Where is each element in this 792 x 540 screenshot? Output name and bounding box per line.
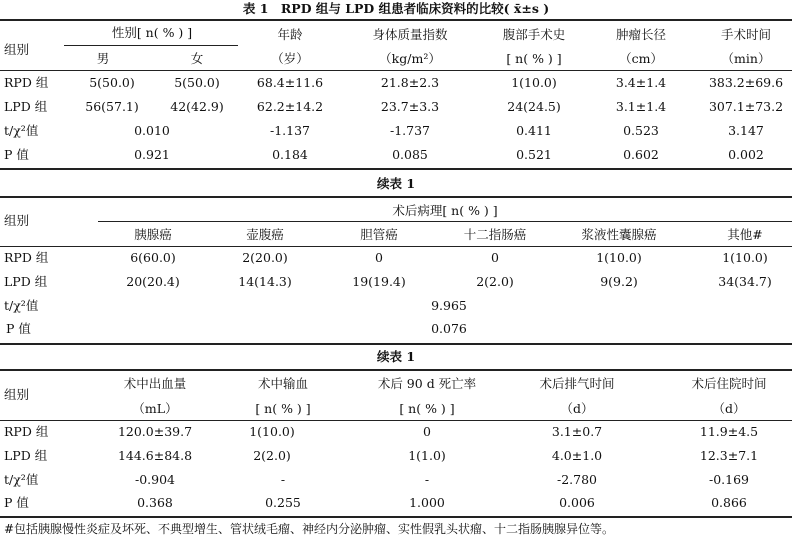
table2-row-label: LPD 组 <box>4 274 48 289</box>
table3-cell: 3.1±0.7 <box>551 424 603 439</box>
table3-cell: 2(2.0) <box>253 448 291 463</box>
table1-cell: 0.921 <box>134 147 170 162</box>
table3-cell: -0.169 <box>708 472 750 487</box>
table1-cell: 56(57.1) <box>85 99 139 114</box>
table1-col-tumor-size: 肿瘤长径 <box>615 27 667 42</box>
table1-gender-header: 性别[ n( % ) ] <box>111 25 193 40</box>
table3-stat-label: t/χ²值 <box>4 472 39 487</box>
table1-cell: 24(24.5) <box>507 99 561 114</box>
table1-cell: 62.2±14.2 <box>256 99 324 114</box>
table2-col-bile-duct-cancer: 胆管癌 <box>360 227 398 242</box>
table2-col-duodenal-cancer: 十二指肠癌 <box>463 227 527 242</box>
table1-cell: 383.2±69.6 <box>708 75 784 90</box>
table2-stat-label: P 值 <box>6 321 31 336</box>
table1-stat-label: P 值 <box>4 147 29 162</box>
table3-col-flatus-time-unit: （d） <box>560 401 594 416</box>
table1-col-bmi-unit: （kg/m²） <box>379 51 441 66</box>
table1-header-rule <box>0 70 792 71</box>
table3-col-blood-loss-unit: （mL） <box>132 401 178 416</box>
table1-cell: 0.411 <box>516 123 552 138</box>
table1-cell: 0.521 <box>516 147 552 162</box>
table3-top-rule <box>0 369 792 371</box>
table1-cell: 0.602 <box>623 147 659 162</box>
table2-row-label: RPD 组 <box>4 250 49 265</box>
table3-cell: 0.255 <box>265 495 301 510</box>
table1-cell: 0.523 <box>623 123 659 138</box>
table2-cell: 9.965 <box>431 298 467 313</box>
table1-cell: -1.737 <box>389 123 431 138</box>
table1-caption: 表 1 RPD 组与 LPD 组患者临床资料的比较( x̄±s ) <box>242 1 550 16</box>
table3-row-label: RPD 组 <box>4 424 49 439</box>
table1-col-age-unit: （岁） <box>271 51 309 66</box>
table3-cell: -2.780 <box>556 472 598 487</box>
table2-cell: 34(34.7) <box>718 274 772 289</box>
table1-col-surgery-history-unit: [ n( % ) ] <box>506 51 562 66</box>
table2-stat-label: t/χ²值 <box>4 298 39 313</box>
table2-cell: 2(2.0) <box>476 274 514 289</box>
table2-cell: 19(19.4) <box>352 274 406 289</box>
table2-cell: 20(20.4) <box>126 274 180 289</box>
table2-cell: 0 <box>375 250 383 265</box>
table1-col-bmi: 身体质量指数 <box>372 27 448 42</box>
table3-group-header: 组别 <box>4 387 30 402</box>
table3-col-mortality-unit: [ n( % ) ] <box>399 401 455 416</box>
table1-col-age: 年龄 <box>277 27 303 42</box>
table3-cell: 0.006 <box>559 495 595 510</box>
table1-cell: 307.1±73.2 <box>708 99 784 114</box>
table1-cell: 5(50.0) <box>89 75 135 90</box>
table3-cell: 144.6±84.8 <box>117 448 193 463</box>
table3-cell: 4.0±1.0 <box>551 448 603 463</box>
table3-cell: 11.9±4.5 <box>699 424 759 439</box>
table2-header-rule <box>0 246 792 247</box>
table1-cell: 21.8±2.3 <box>380 75 440 90</box>
table2-cell: 1(10.0) <box>596 250 642 265</box>
table2-pathology-header: 术后病理[ n( % ) ] <box>392 203 498 218</box>
table1-stat-label: t/χ²值 <box>4 123 39 138</box>
table1-col-operation-time-unit: （min） <box>721 51 771 66</box>
table2-cell: 14(14.3) <box>238 274 292 289</box>
table3-cell: 0 <box>423 424 431 439</box>
table3-col-flatus-time: 术后排气时间 <box>539 376 615 391</box>
table2-cell: 9(9.2) <box>600 274 638 289</box>
table2-cell: 0.076 <box>431 321 467 336</box>
table1-gender-rule <box>64 45 238 46</box>
table2-cell: 6(60.0) <box>130 250 176 265</box>
table1-cell: 0.184 <box>272 147 308 162</box>
table3-cell: -0.904 <box>134 472 176 487</box>
table3-col-hospital-stay: 术后住院时间 <box>691 376 767 391</box>
table2-cell: 1(10.0) <box>722 250 768 265</box>
table3-cell: - <box>424 472 430 487</box>
table-footnote: #包括胰腺慢性炎症及坏死、不典型增生、管状绒毛瘤、神经内分泌肿瘤、实性假乳头状瘤、十二指肠胰腺异位等。 <box>4 522 615 536</box>
table3-stat-label: P 值 <box>4 495 29 510</box>
table1-cell: 42(42.9) <box>170 99 224 114</box>
table3-col-mortality: 术后 90 d 死亡率 <box>377 376 477 391</box>
table1-top-rule <box>0 19 792 21</box>
table1-cell: 3.147 <box>728 123 764 138</box>
table1-cell: 1(10.0) <box>511 75 557 90</box>
table1-cell: 5(50.0) <box>174 75 220 90</box>
table1-bottom-rule <box>0 168 792 170</box>
table2-pathology-rule <box>98 221 792 222</box>
table1-cell: 0.085 <box>392 147 428 162</box>
table3-cell: 0.368 <box>137 495 173 510</box>
table3-header-rule <box>0 420 792 421</box>
table2-bottom-rule <box>0 343 792 345</box>
table1-row-label: LPD 组 <box>4 99 48 114</box>
table3-cell: 12.3±7.1 <box>699 448 759 463</box>
table3-col-transfusion: 术中输血 <box>257 376 309 391</box>
table3-row-label: LPD 组 <box>4 448 48 463</box>
table3-bottom-rule <box>0 516 792 518</box>
table1-cell: 68.4±11.6 <box>256 75 324 90</box>
table2-col-pancreatic-cancer: 胰腺癌 <box>134 227 172 242</box>
table1-cell: 0.002 <box>728 147 764 162</box>
table1-row-label: RPD 组 <box>4 75 49 90</box>
table2-group-header: 组别 <box>4 213 30 228</box>
table1-col-tumor-size-unit: （cm） <box>619 51 663 66</box>
table1-col-operation-time: 手术时间 <box>720 27 772 42</box>
table2-col-ampullary-cancer: 壶腹癌 <box>246 227 284 242</box>
table1-cell: -1.137 <box>269 123 311 138</box>
table3-col-blood-loss: 术中出血量 <box>123 376 187 391</box>
table2-caption: 续表 1 <box>376 176 416 191</box>
table3-cell: 1(1.0) <box>408 448 446 463</box>
table1-col-surgery-history: 腹部手术史 <box>502 27 566 42</box>
table3-col-hospital-stay-unit: （d） <box>712 401 746 416</box>
table3-caption: 续表 1 <box>376 349 416 364</box>
table2-cell: 2(20.0) <box>242 250 288 265</box>
table2-col-other: 其他# <box>727 227 763 242</box>
table3-cell: 0.866 <box>711 495 747 510</box>
table1-cell: 3.1±1.4 <box>615 99 667 114</box>
table1-male-header: 男 <box>96 51 110 66</box>
table3-cell: 1(10.0) <box>249 424 295 439</box>
table1-cell: 3.4±1.4 <box>615 75 667 90</box>
table2-top-rule <box>0 196 792 198</box>
table3-cell: 1.000 <box>409 495 445 510</box>
table1-female-header: 女 <box>190 51 204 66</box>
table3-cell: 120.0±39.7 <box>117 424 193 439</box>
table3-cell: - <box>280 472 286 487</box>
table1-cell: 0.010 <box>134 123 170 138</box>
table3-col-transfusion-unit: [ n( % ) ] <box>255 401 311 416</box>
table1-cell: 23.7±3.3 <box>380 99 440 114</box>
table2-cell: 0 <box>491 250 499 265</box>
table1-group-header: 组别 <box>4 42 30 57</box>
table2-col-serous-cystadenocarcinoma: 浆液性囊腺癌 <box>581 227 657 242</box>
